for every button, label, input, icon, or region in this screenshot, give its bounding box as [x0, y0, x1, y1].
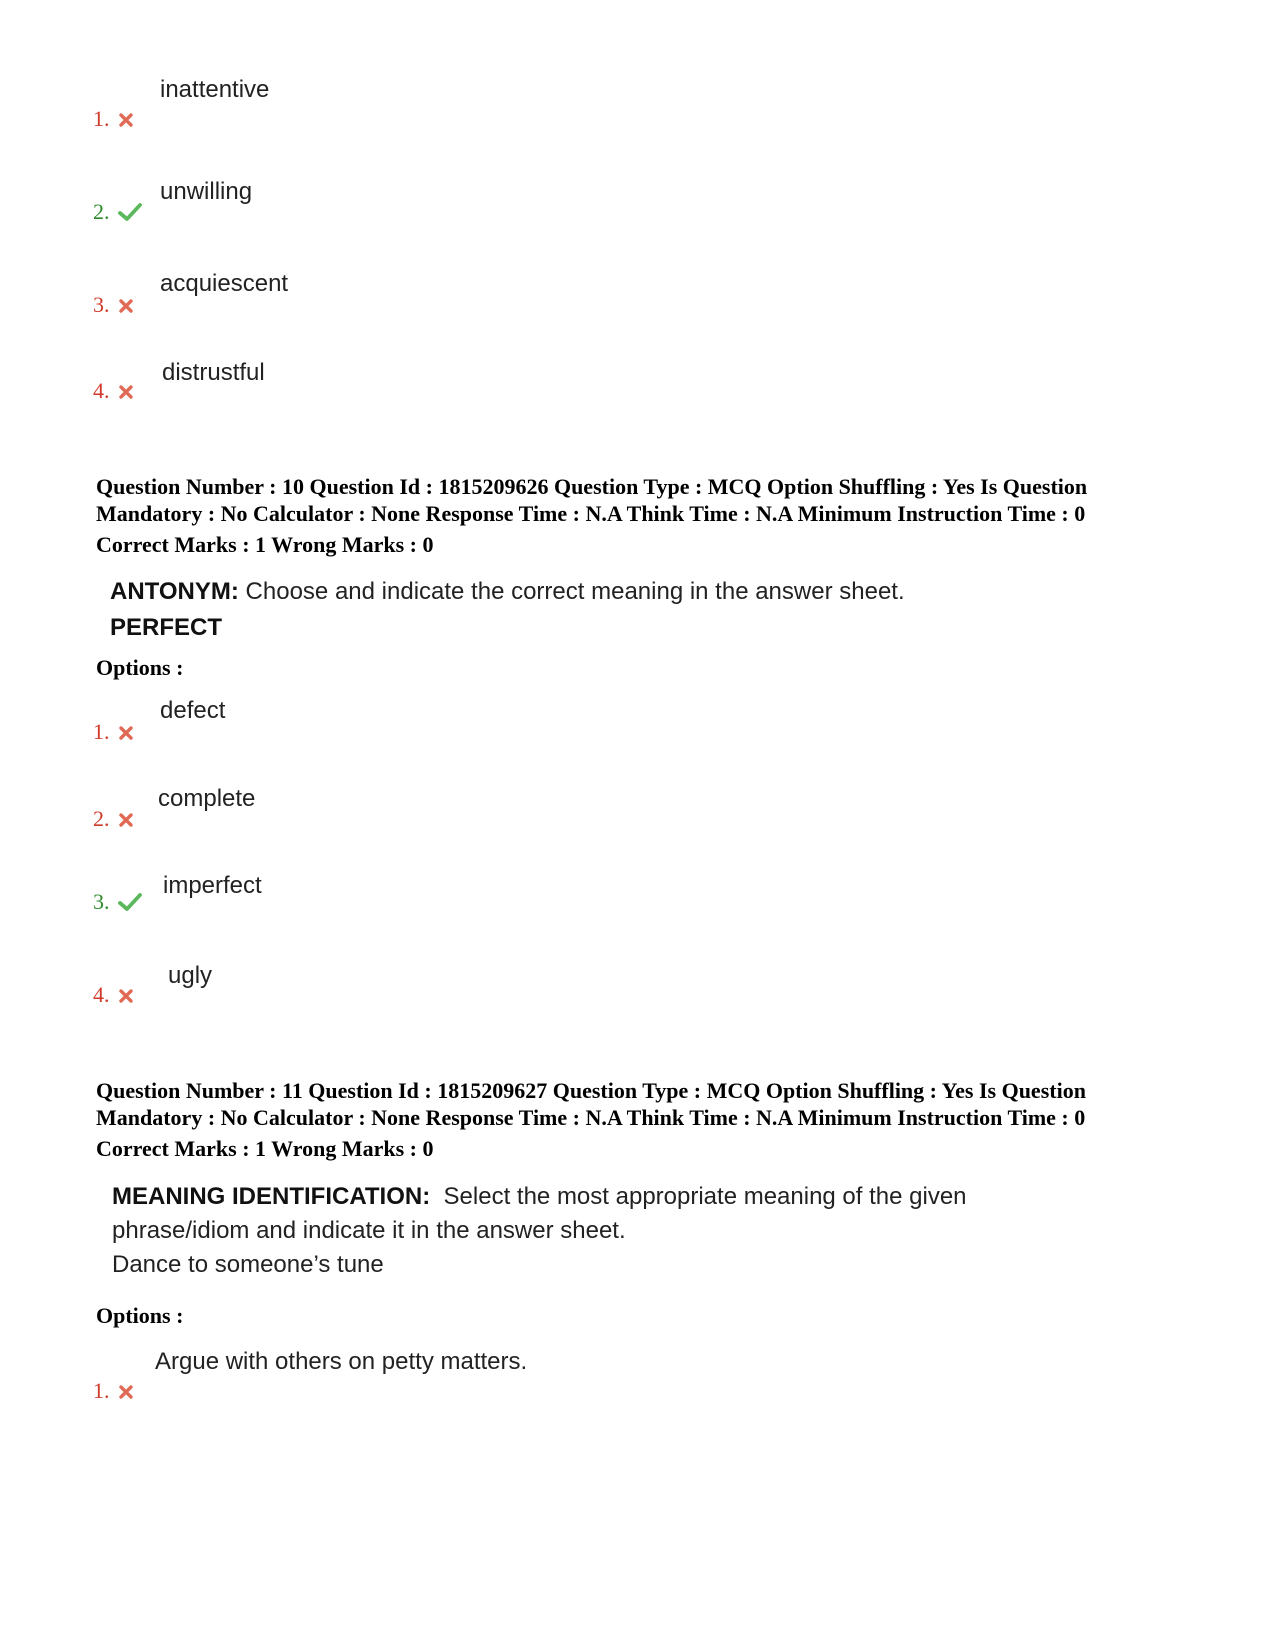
- check-icon: [118, 202, 142, 226]
- option-number-label: 1.: [93, 1378, 110, 1403]
- option-number-label: 2.: [93, 806, 110, 831]
- cross-icon: [118, 110, 134, 132]
- question-10-option-text-2: complete: [158, 785, 256, 812]
- option-text-prev-4: distrustful: [162, 359, 265, 386]
- question-11-phrase: Dance to someone’s tune: [112, 1251, 384, 1278]
- question-10-instruction: Choose and indicate the correct meaning in the answer sheet.: [238, 578, 905, 605]
- question-10-options-label: Options :: [96, 655, 184, 680]
- question-10-header-line-1: Question Number : 10 Question Id : 1815209626 Question Type : MCQ Option Shuffling : Yes Is Question: [96, 474, 1088, 499]
- question-11-option-number-1: [93, 1380, 134, 1404]
- question-11-type-label: MEANING IDENTIFICATION:: [112, 1183, 431, 1210]
- cross-icon: [118, 723, 134, 745]
- option-text-prev-1: inattentive: [160, 76, 270, 103]
- option-number-prev-4: [93, 380, 134, 404]
- option-text-prev-3: acquiescent: [160, 270, 289, 297]
- question-11-instruction-line-1: Select the most appropriate meaning of the given: [430, 1183, 967, 1210]
- option-number-label: 3.: [93, 292, 110, 317]
- question-10-header: [96, 473, 1186, 558]
- option-number-label: 1.: [93, 719, 110, 744]
- question-11-header-line-1: Question Number : 11 Question Id : 1815209627 Question Type : MCQ Option Shuffling : Yes Is Question: [96, 1078, 1086, 1103]
- question-10-option-number-1: [93, 721, 134, 745]
- option-number-label: 4.: [93, 378, 110, 403]
- cross-icon: [118, 296, 134, 318]
- option-number-prev-1: [93, 108, 134, 132]
- question-10-option-number-4: [93, 984, 134, 1008]
- question-10-word: PERFECT: [110, 614, 223, 641]
- option-text-prev-2: unwilling: [160, 178, 253, 205]
- question-10-option-text-3: imperfect: [163, 872, 262, 899]
- option-number-label: 3.: [93, 889, 110, 914]
- option-number-prev-2: [93, 201, 142, 226]
- cross-icon: [118, 810, 134, 832]
- question-11-marks: Correct Marks : 1 Wrong Marks : 0: [96, 1136, 434, 1161]
- question-10-marks: Correct Marks : 1 Wrong Marks : 0: [96, 532, 434, 557]
- question-11-options-label: Options :: [96, 1303, 184, 1328]
- question-10-option-text-1: defect: [160, 697, 226, 724]
- question-11-header: [96, 1077, 1186, 1162]
- cross-icon: [118, 382, 134, 404]
- question-10-option-number-3: [93, 891, 142, 916]
- question-11-header-line-2: Mandatory : No Calculator : None Response Time : N.A Think Time : N.A Minimum Instruction Time : 0: [96, 1105, 1086, 1130]
- question-11-body: [112, 1180, 967, 1282]
- question-11-option-text-1: Argue with others on petty matters.: [155, 1348, 528, 1375]
- cross-icon: [118, 986, 134, 1008]
- question-11-instruction-line-2: phrase/idiom and indicate it in the answer sheet.: [112, 1217, 626, 1244]
- question-10-option-text-4: ugly: [168, 962, 213, 989]
- question-10-option-number-2: [93, 808, 134, 832]
- option-number-label: 2.: [93, 199, 110, 224]
- question-10-header-line-2: Mandatory : No Calculator : None Response Time : N.A Think Time : N.A Minimum Instruction Time : 0: [96, 501, 1086, 526]
- check-icon: [118, 892, 142, 916]
- option-number-label: 4.: [93, 982, 110, 1007]
- cross-icon: [118, 1382, 134, 1404]
- option-number-label: 1.: [93, 106, 110, 131]
- option-number-prev-3: [93, 294, 134, 318]
- question-10-type-label: ANTONYM:: [110, 578, 239, 605]
- question-10-body: [110, 574, 905, 646]
